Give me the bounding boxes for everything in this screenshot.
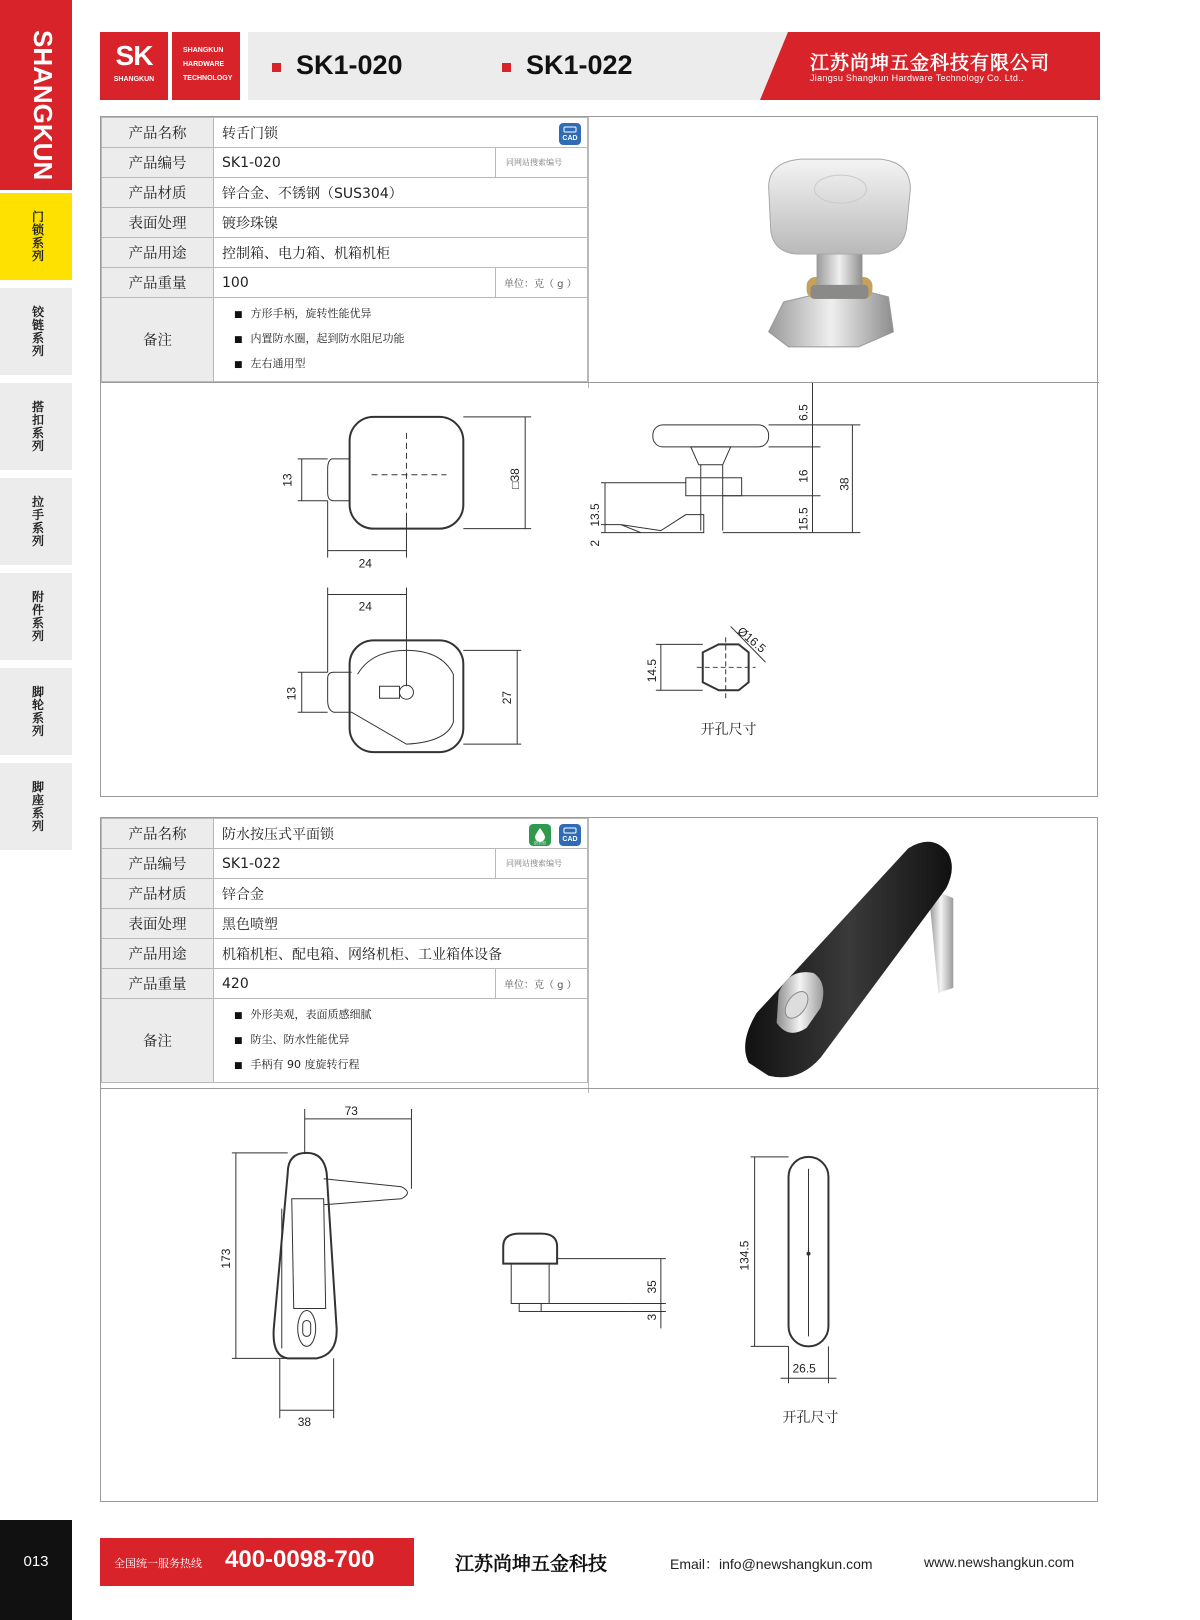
sidebar-tab-label: 脚座系列 (31, 779, 44, 833)
sk-logo (100, 32, 168, 100)
spec-label: 产品名称 (102, 118, 214, 148)
spec-label: 产品编号 (102, 849, 214, 879)
sidebar-tab-label: 铰链系列 (31, 304, 44, 358)
dimension-label: 35 (644, 1280, 659, 1294)
spec-row (102, 879, 588, 909)
spec-label: 产品重量 (102, 268, 214, 298)
logo-name-line: HARDWARE (183, 61, 225, 68)
spec-label: 产品编号 (102, 148, 214, 178)
remark-item: ■ 左右通用型 (234, 352, 587, 377)
dimension-label: 24 (358, 599, 372, 614)
sidebar-tab-accessories[interactable] (0, 570, 72, 660)
dimension-label: 38 (297, 1415, 312, 1430)
company-name-cn: 江苏尚坤五金科技有限公司 (810, 52, 1051, 74)
cad-badge-label: CAD (562, 135, 578, 142)
logo-name-line: TECHNOLOGY (183, 75, 233, 82)
spec-value: 黑色喷塑 (214, 909, 588, 939)
sidebar-tab-casters[interactable] (0, 665, 72, 755)
spec-row (102, 969, 588, 999)
product-photo (588, 117, 1098, 388)
dimension-label: 14.5 (644, 658, 659, 683)
logo-name-line: SHANGKUN (183, 47, 224, 54)
dimension-label: 13.5 (588, 503, 603, 527)
hotline-label: 全国统一服务热线 (114, 1557, 202, 1570)
spec-row (102, 118, 588, 148)
spec-label: 产品材质 (102, 178, 214, 208)
waterproof-badge-label: 防水型 (534, 840, 546, 846)
dimension-label: 26.5 (792, 1361, 816, 1376)
sidebar-tab-handles[interactable] (0, 475, 72, 565)
sidebar-tab-label: 搭扣系列 (31, 399, 44, 453)
spec-label: 表面处理 (102, 208, 214, 238)
page-number-box (0, 1520, 72, 1620)
remark-item: ■ 内置防水圈，起到防水阻尼功能 (234, 327, 587, 352)
remark-item: ■ 手柄有 90 度旋转行程 (234, 1053, 587, 1078)
dimension-label: 13 (284, 686, 299, 701)
spec-note: 同网站搜索编号 (496, 148, 588, 178)
brand-vertical-text (0, 0, 72, 190)
dimension-label: 173 (218, 1248, 233, 1269)
product-block-sk1-022 (100, 817, 1098, 1502)
technical-drawings (101, 382, 1099, 797)
remark-item: ■ 方形手柄，旋转性能优异 (234, 302, 587, 327)
cutout-caption: 开孔尺寸 (782, 1410, 839, 1427)
spec-label: 表面处理 (102, 909, 214, 939)
sidebar-tab-feet[interactable] (0, 760, 72, 850)
remarks-cell (214, 999, 588, 1083)
dimension-label: 15.5 (796, 507, 811, 531)
sidebar-tab-hinges[interactable] (0, 285, 72, 375)
cad-badge-label: CAD (562, 836, 578, 843)
category-sidebar (0, 0, 72, 1620)
spec-value: 控制箱、电力箱、机箱机柜 (214, 238, 588, 268)
technical-drawings (101, 1088, 1099, 1503)
dimension-label: 24 (358, 556, 372, 571)
spec-label: 产品材质 (102, 879, 214, 909)
spec-value: 锌合金 (214, 879, 588, 909)
spec-value: 锌合金、不锈钢（SUS304） (214, 178, 588, 208)
waterproof-badge-icon[interactable] (529, 824, 551, 846)
spec-row (102, 909, 588, 939)
spec-row (102, 939, 588, 969)
spec-value: SK1-022 (214, 849, 496, 879)
spec-note: 单位：克（ g ） (496, 969, 588, 999)
remarks-label: 备注 (102, 999, 214, 1083)
spec-value: 防水按压式平面锁 (214, 819, 588, 849)
dimension-label: 6.5 (796, 404, 811, 421)
dimension-label: 16 (796, 469, 811, 483)
dimension-label: 134.5 (737, 1240, 752, 1271)
brand-vertical-label: SHANGKUN (28, 30, 58, 181)
sidebar-tab-latches[interactable] (0, 380, 72, 470)
dimension-label: 73 (344, 1103, 358, 1118)
spec-value: 转舌门锁 (214, 118, 588, 148)
dimension-label: 3 (644, 1313, 659, 1321)
sidebar-tab-label: 附件系列 (31, 589, 44, 643)
remarks-row (102, 298, 588, 382)
dimension-label: Ø16.5 (734, 623, 769, 656)
remark-item: ■ 外形美观，表面质感细腻 (234, 1003, 587, 1028)
footer-company-name: 江苏尚坤五金科技 (455, 1553, 608, 1575)
spec-label: 产品重量 (102, 969, 214, 999)
spec-table (101, 818, 588, 1083)
cad-badge-icon[interactable] (559, 824, 581, 846)
remarks-row (102, 999, 588, 1083)
dimension-label: 27 (500, 690, 515, 705)
dimension-label: □38 (508, 468, 523, 489)
spec-value: 镀珍珠镍 (214, 208, 588, 238)
spec-value: SK1-020 (214, 148, 496, 178)
dimension-label: 2 (588, 539, 603, 547)
spec-row (102, 238, 588, 268)
spec-row (102, 208, 588, 238)
footer-email-link[interactable]: Email：info@newshangkun.com (670, 1556, 873, 1572)
dimension-label: 13 (280, 473, 295, 487)
logo-company-name (172, 32, 240, 100)
remarks-cell (214, 298, 588, 382)
spec-value: 机箱机柜、配电箱、网络机柜、工业箱体设备 (214, 939, 588, 969)
sidebar-tab-label: 拉手系列 (31, 494, 44, 548)
spec-row (102, 178, 588, 208)
model-bullet-icon (502, 63, 511, 72)
dimension-label: 38 (837, 477, 852, 491)
footer-website-link[interactable]: www.newshangkun.com (924, 1554, 1075, 1570)
sidebar-tab-door-locks[interactable] (0, 190, 72, 280)
hotline-number[interactable]: 400-0098-700 (225, 1546, 375, 1573)
model-bullet-icon (272, 63, 281, 72)
page-number: 013 (23, 1553, 49, 1570)
logo-sub-text: SHANGKUN (113, 76, 155, 83)
spec-value: 100 (214, 268, 496, 298)
spec-label: 产品用途 (102, 238, 214, 268)
product-block-sk1-020 (100, 116, 1098, 797)
spec-value: 420 (214, 969, 496, 999)
product-photo (588, 818, 1098, 1093)
spec-note: 同网站搜索编号 (496, 849, 588, 879)
sidebar-tab-label: 脚轮系列 (31, 684, 44, 738)
spec-row (102, 148, 588, 178)
spec-label: 产品用途 (102, 939, 214, 969)
company-name-en: Jiangsu Shangkun Hardware Technology Co. Ltd.. (810, 73, 1024, 83)
model-code: SK1-020 (296, 50, 403, 80)
spec-label: 产品名称 (102, 819, 214, 849)
spec-row (102, 819, 588, 849)
remark-item: ■ 防尘、防水性能优异 (234, 1028, 587, 1053)
remarks-label: 备注 (102, 298, 214, 382)
spec-row (102, 849, 588, 879)
sidebar-tab-label: 门锁系列 (31, 209, 44, 263)
logo-main-text: SK (115, 40, 153, 71)
spec-note: 单位：克（ g ） (496, 268, 588, 298)
spec-table (101, 117, 588, 382)
cutout-caption: 开孔尺寸 (700, 722, 757, 739)
model-code: SK1-022 (526, 50, 633, 80)
cad-badge-icon[interactable] (559, 123, 581, 145)
spec-row (102, 268, 588, 298)
